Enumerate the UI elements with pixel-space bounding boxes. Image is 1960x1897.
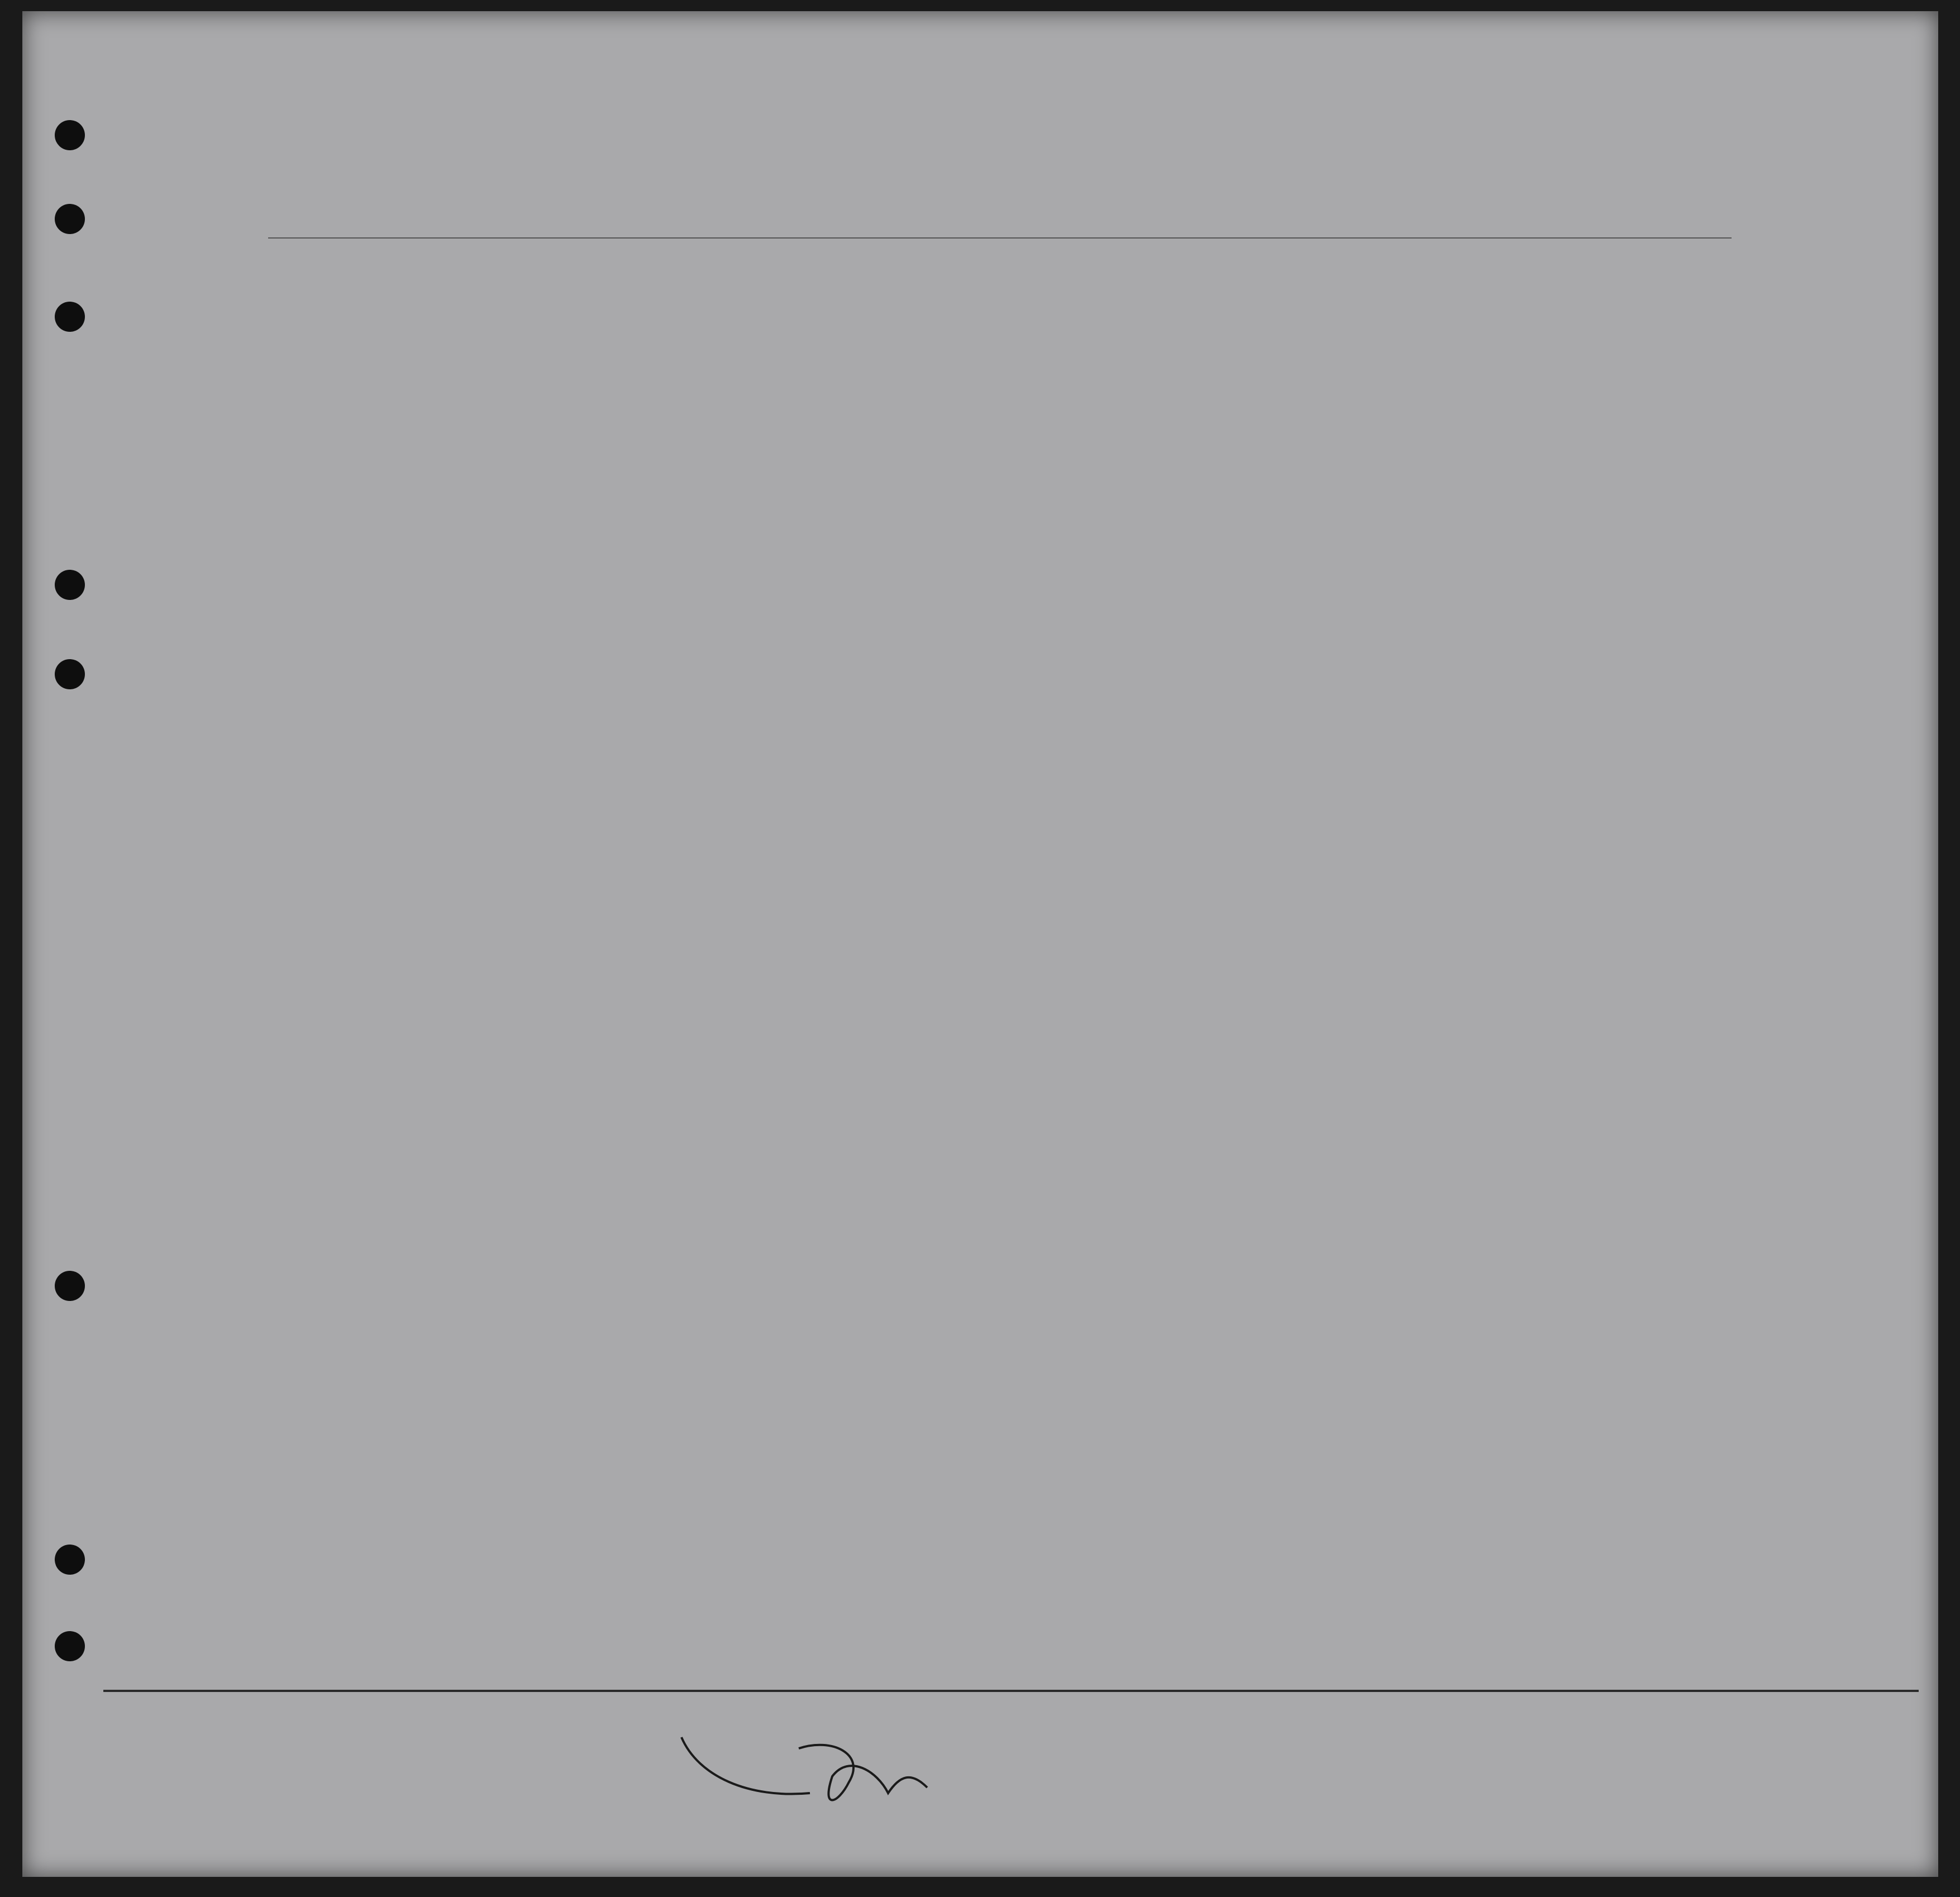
crew-table [22, 11, 1938, 1877]
manifest-sheet [22, 11, 1938, 1877]
inspector-signature [665, 1715, 977, 1827]
table-bottom-rule [103, 1690, 1919, 1692]
